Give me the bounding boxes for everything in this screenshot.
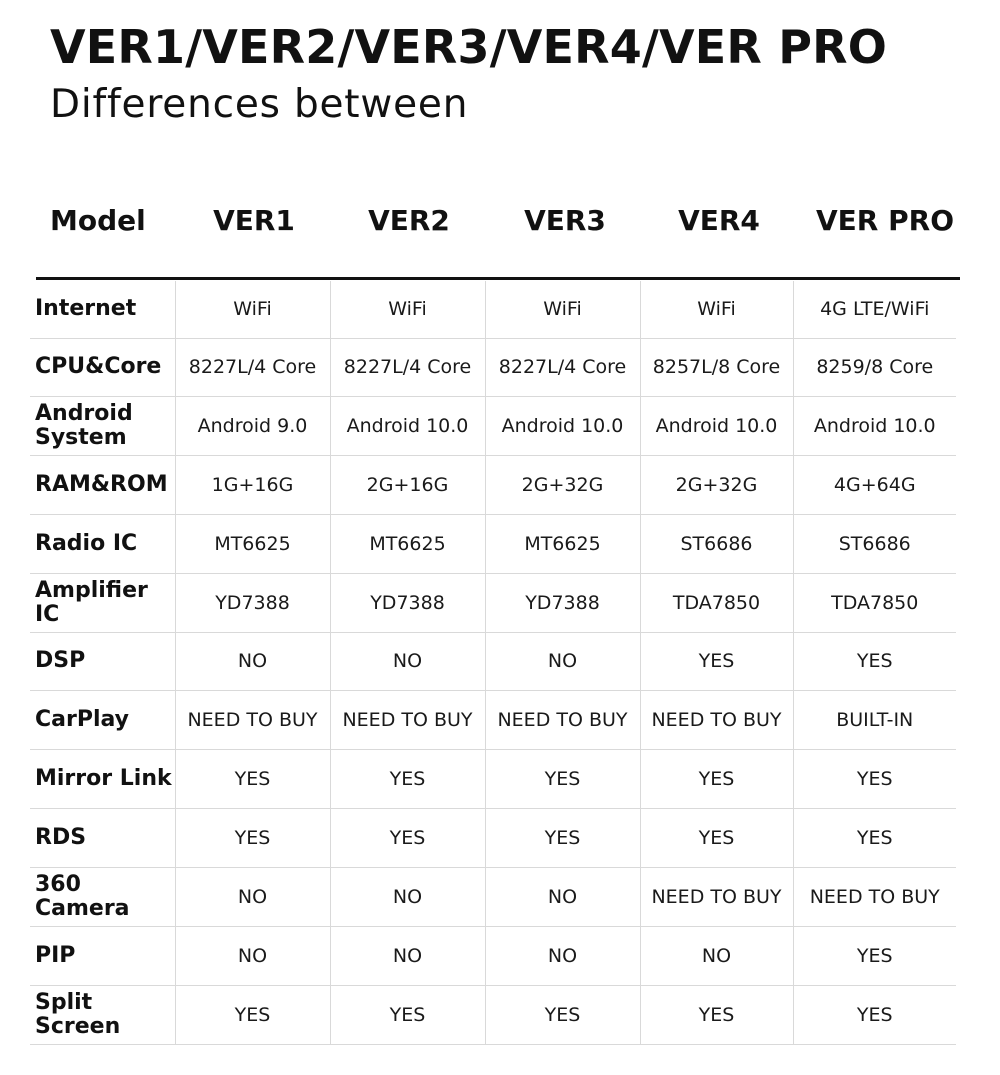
value-cell: YES [793,926,956,985]
value-cell: YD7388 [485,573,640,632]
value-cell: YES [330,808,485,867]
value-cell: 8259/8 Core [793,338,956,396]
feature-label: 360 Camera [30,867,175,926]
value-cell: 1G+16G [175,455,330,514]
value-cell: YES [793,632,956,690]
table-row-mirror-link [30,749,956,808]
value-cell: YES [640,808,793,867]
value-cell: YD7388 [175,573,330,632]
header-ver3: VER3 [524,204,606,237]
feature-label: CarPlay [30,690,175,749]
feature-label: RDS [30,808,175,867]
value-cell: 2G+32G [640,455,793,514]
feature-label: DSP [30,632,175,690]
header-ver4: VER4 [678,204,760,237]
value-cell: NEED TO BUY [175,690,330,749]
value-cell: YES [330,749,485,808]
value-cell: TDA7850 [640,573,793,632]
table-row-rds [30,808,956,867]
value-cell: YES [330,985,485,1044]
table-row-carplay [30,690,956,749]
feature-label: CPU&Core [30,338,175,396]
value-cell: NEED TO BUY [793,867,956,926]
value-cell: NO [330,632,485,690]
page-title: VER1/VER2/VER3/VER4/VER PRO [50,20,888,74]
value-cell: YES [175,985,330,1044]
value-cell: NEED TO BUY [640,867,793,926]
value-cell: 8227L/4 Core [330,338,485,396]
header-divider [36,277,960,280]
value-cell: NO [175,926,330,985]
value-cell: YES [175,749,330,808]
value-cell: 2G+32G [485,455,640,514]
value-cell: 4G LTE/WiFi [793,281,956,338]
value-cell: NO [175,867,330,926]
value-cell: YES [485,808,640,867]
table-row-dsp [30,632,956,690]
value-cell: ST6686 [640,514,793,573]
table-row-amplifier-ic [30,573,956,632]
feature-label: Android System [30,396,175,455]
value-cell: WiFi [330,281,485,338]
value-cell: YES [793,749,956,808]
header-ver-pro: VER PRO [816,204,954,237]
table-header-row [36,196,960,246]
value-cell: NO [330,926,485,985]
value-cell: WiFi [175,281,330,338]
value-cell: WiFi [640,281,793,338]
page-subtitle: Differences between [50,82,469,127]
feature-label: Internet [30,281,175,338]
spec-comparison-table [30,281,956,1045]
value-cell: NEED TO BUY [485,690,640,749]
value-cell: 8257L/8 Core [640,338,793,396]
value-cell: WiFi [485,281,640,338]
header-ver1: VER1 [213,204,295,237]
value-cell: NO [485,632,640,690]
value-cell: NO [485,867,640,926]
value-cell: TDA7850 [793,573,956,632]
value-cell: NEED TO BUY [640,690,793,749]
feature-label: Split Screen [30,985,175,1044]
table-row-360-camera [30,867,956,926]
value-cell: YES [793,985,956,1044]
value-cell: Android 10.0 [485,396,640,455]
table-row-radio-ic [30,514,956,573]
table-row-split-screen [30,985,956,1044]
value-cell: YES [640,632,793,690]
value-cell: BUILT-IN [793,690,956,749]
value-cell: NO [330,867,485,926]
value-cell: NEED TO BUY [330,690,485,749]
feature-label: PIP [30,926,175,985]
value-cell: Android 9.0 [175,396,330,455]
value-cell: YES [640,985,793,1044]
value-cell: YES [485,985,640,1044]
value-cell: NO [640,926,793,985]
value-cell: NO [485,926,640,985]
value-cell: MT6625 [175,514,330,573]
feature-label: Amplifier IC [30,573,175,632]
value-cell: NO [175,632,330,690]
table-row-pip [30,926,956,985]
value-cell: Android 10.0 [793,396,956,455]
value-cell: 8227L/4 Core [485,338,640,396]
header-model: Model [50,204,146,237]
header-ver2: VER2 [368,204,450,237]
value-cell: YES [485,749,640,808]
table-row-internet [30,281,956,338]
value-cell: 4G+64G [793,455,956,514]
value-cell: ST6686 [793,514,956,573]
value-cell: MT6625 [330,514,485,573]
value-cell: YES [640,749,793,808]
value-cell: YES [793,808,956,867]
value-cell: 2G+16G [330,455,485,514]
feature-label: Radio IC [30,514,175,573]
value-cell: MT6625 [485,514,640,573]
value-cell: Android 10.0 [640,396,793,455]
table-row-ram-rom [30,455,956,514]
value-cell: Android 10.0 [330,396,485,455]
table-row-cpu-core [30,338,956,396]
feature-label: Mirror Link [30,749,175,808]
value-cell: YES [175,808,330,867]
table-row-android-system [30,396,956,455]
value-cell: 8227L/4 Core [175,338,330,396]
feature-label: RAM&ROM [30,455,175,514]
value-cell: YD7388 [330,573,485,632]
